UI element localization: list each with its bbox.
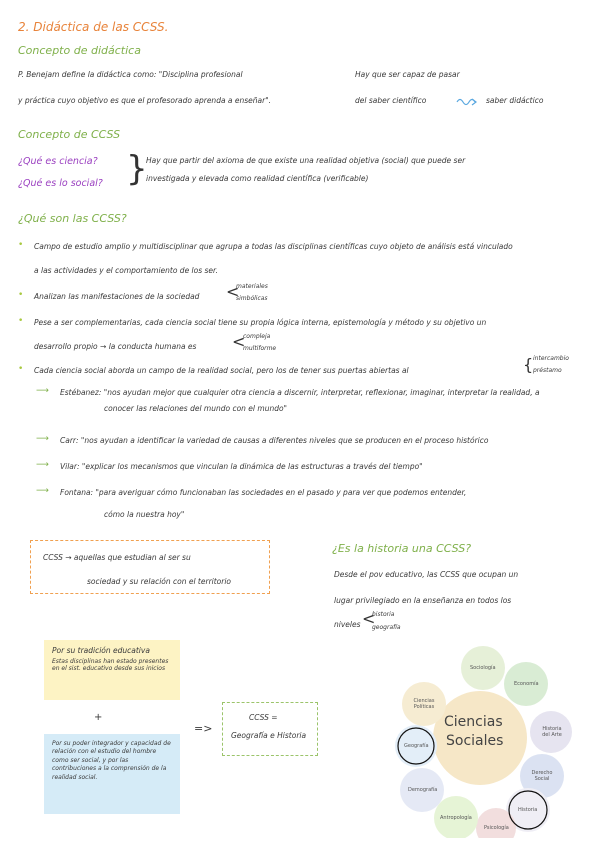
bullet-4-option-1: intercambio — [533, 355, 569, 362]
bullet-4: Cada ciencia social aborda un campo de la realidad social, pero los de tener sus puertas abiertas al — [34, 366, 409, 375]
plus-sign: + — [94, 712, 103, 723]
quote-carr: Carr: "nos ayudan a identificar la variedad de causas a diferentes niveles que se producen en el proceso histórico — [60, 436, 489, 445]
arrow-icon: ⟶ — [36, 460, 49, 470]
squiggle-arrow-icon — [456, 93, 478, 105]
didactica-line-2: y práctica cuyo objetivo es que el profesorado aprenda a enseñar". — [18, 96, 272, 105]
diagram-node-label: Geografía — [404, 743, 429, 749]
bullet-2: Analizan las manifestaciones de la sociedad — [34, 292, 200, 301]
quote-vilar: Vilar: "explicar los mecanismos que vinculan la dinámica de las estructuras a través del tiempo" — [60, 462, 423, 471]
result-box — [222, 702, 318, 756]
bullet-icon: • — [18, 316, 24, 326]
ciencias-sociales-diagram — [380, 638, 580, 838]
bullet-3-option-1: compleja — [243, 333, 271, 340]
historia-option-1: historia — [372, 611, 395, 618]
bullet-icon: • — [18, 240, 24, 250]
section-title-que-son: ¿Qué son las CCSS? — [18, 212, 127, 225]
historia-option-2: geografía — [372, 624, 401, 631]
question-social: ¿Qué es lo social? — [18, 178, 103, 189]
quote-estebanez-1: Estébanez: "nos ayudan mejor que cualquier otra ciencia a discernir, interpretar, reflexionar, imaginar, interpretar la realidad, a — [60, 388, 540, 397]
ccss-definition-line-1: CCSS → aquellas que estudian al ser su — [43, 553, 191, 562]
diagram-node-label: Derecho Social — [531, 770, 553, 782]
arrow-icon: ⟶ — [36, 386, 49, 396]
poder-box — [44, 734, 180, 814]
section-title-didactica: Concepto de didáctica — [18, 44, 141, 57]
section-title-ccss: Concepto de CCSS — [18, 128, 121, 141]
angle-brace-icon: < — [232, 332, 246, 351]
bullet-4-option-2: préstamo — [533, 367, 562, 374]
bullet-1-line-2: a las actividades y el comportamiento de los ser. — [34, 266, 218, 275]
bullet-2-option-1: materiales — [236, 283, 268, 290]
angle-brace-icon: < — [226, 282, 240, 301]
diagram-node-label: Psicología — [484, 825, 509, 831]
diagram-center-label-2: Sociales — [446, 733, 504, 749]
didactica-right-2: del saber científico — [355, 96, 427, 105]
bullet-3-option-2: multiforme — [243, 345, 277, 352]
bullet-2-option-2: simbólicas — [236, 295, 268, 302]
section-title-historia: ¿Es la historia una CCSS? — [332, 542, 472, 555]
didactica-right-1: Hay que ser capaz de pasar — [355, 70, 460, 79]
bullet-1-line-1: Campo de estudio amplio y multidisciplinar que agrupa a todas las disciplinas científicas cuyo objeto de análisis está vinculado — [34, 242, 513, 251]
result-line-2: Geografía e Historia — [231, 731, 307, 740]
tradicion-text: Estas disciplinas han estado presentes en el sist. educativo desde sus inicios — [52, 658, 169, 673]
didactica-right-3: saber didáctico — [486, 96, 544, 105]
didactica-line-1: P. Benejam define la didáctica como: "Disciplina profesional — [18, 70, 243, 79]
ccss-text-2: investigada y elevada como realidad científica (verificable) — [146, 174, 369, 183]
ccss-definition-box — [30, 540, 270, 594]
quote-estebanez-2: conocer las relaciones del mundo con el mundo" — [104, 404, 287, 413]
poder-text: Por su poder integrador y capacidad de relación con el estudio del hombre como ser social, y por las contribuciones a la comprensión de la realidad social. — [52, 740, 171, 781]
diagram-center-label-1: Ciencias — [444, 714, 503, 730]
angle-brace-icon: < — [362, 609, 376, 628]
arrow-icon: ⟶ — [36, 486, 49, 496]
brace-icon: } — [126, 149, 148, 189]
bullet-icon: • — [18, 290, 24, 300]
diagram-node-label: Economía — [514, 681, 539, 687]
quote-fontana-1: Fontana: "para averiguar cómo funcionaban las sociedades en el pasado y para ver que podemos entender, — [60, 488, 467, 497]
result-line-1: CCSS = — [249, 713, 278, 722]
arrow-icon: ⟶ — [36, 434, 49, 444]
diagram-node-label: Historia del Arte — [542, 726, 562, 738]
diagram-node-label: Demografía — [408, 787, 438, 793]
ccss-text-1: Hay que partir del axioma de que existe una realidad objetiva (social) que puede ser — [146, 156, 466, 165]
question-ciencia: ¿Qué es ciencia? — [18, 156, 98, 167]
diagram-node-label: Historia — [518, 807, 538, 813]
diagram-node-label: Antropología — [440, 815, 472, 821]
quote-fontana-2: cómo la nuestra hoy" — [104, 510, 185, 519]
diagram-node-label: Ciencias Políticas — [413, 698, 435, 710]
page-heading: 2. Didáctica de las CCSS. — [18, 20, 169, 34]
implies-arrow: => — [194, 722, 213, 735]
diagram-node-label: Sociología — [470, 665, 496, 671]
historia-line-1: Desde el pov educativo, las CCSS que ocupan un — [334, 570, 519, 579]
tradicion-title: Por su tradición educativa — [52, 646, 150, 655]
ccss-definition-line-2: sociedad y su relación con el territorio — [87, 577, 232, 586]
tradicion-box — [44, 640, 180, 700]
brace-icon: { — [523, 355, 534, 374]
historia-line-3: niveles — [334, 620, 361, 629]
bullet-3-line-2: desarrollo propio → la conducta humana es — [34, 342, 197, 351]
historia-line-2: lugar privilegiado en la enseñanza en todos los — [334, 596, 512, 605]
bullet-3-line-1: Pese a ser complementarias, cada ciencia social tiene su propia lógica interna, epistemología y método y su objetivo un — [34, 318, 487, 327]
bullet-icon: • — [18, 364, 24, 374]
